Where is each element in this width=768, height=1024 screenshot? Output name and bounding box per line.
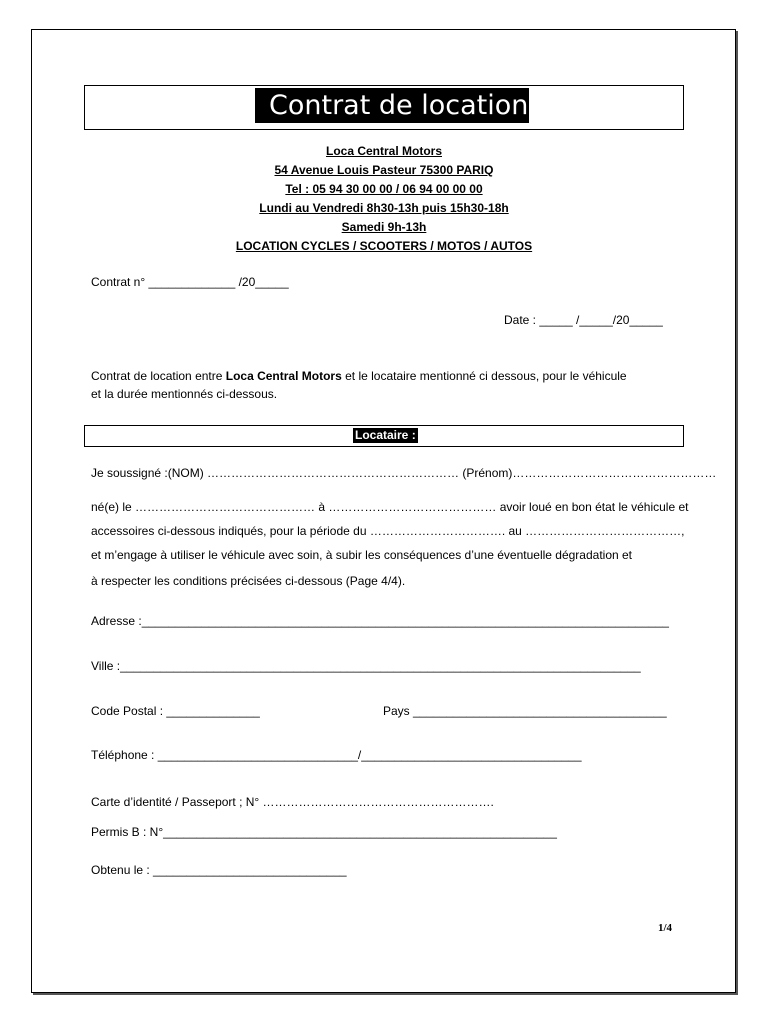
company-hours-saturday: Samedi 9h-13h [341,220,427,234]
postal-code-field: Code Postal : ______________ [91,704,260,718]
city-field: Ville :______________________________________________________________________________ [91,659,641,673]
declaration-line4: et m’engage à utiliser le véhicule avec soin, à subir les conséquences d’une éventuelle dégradation et [91,548,633,562]
company-hours-week: Lundi au Vendredi 8h30-13h puis 15h30-18h [259,201,509,215]
section-label-locataire: Locataire : [355,428,416,442]
intro-paragraph-line1: Contrat de location entre Loca Central Motors et le locataire mentionné ci dessous, pour le véhicule [91,369,627,383]
page-number: 1/4 [658,922,673,934]
contract-number-field: Contrat n° _____________ /20_____ [91,275,289,289]
phone-field: Téléphone : ______________________________/_________________________________ [91,748,582,762]
obtained-date-field: Obtenu le : _____________________________ [91,863,347,877]
license-field: Permis B : N°___________________________________________________________ [91,825,557,839]
company-address: 54 Avenue Louis Pasteur 75300 PARIQ [274,163,494,177]
company-name: Loca Central Motors [325,144,442,158]
declaration-line5: à respecter les conditions précisées ci-dessous (Page 4/4). [91,574,406,588]
id-card-field: Carte d’identité / Passeport ; N° …………………………………………………. [91,795,494,809]
company-phone: Tel : 05 94 30 00 00 / 06 94 00 00 00 [285,182,483,196]
address-field: Adresse :_______________________________________________________________________________ [91,614,669,628]
country-field: Pays ______________________________________ [383,704,667,718]
intro-company-name: Loca Central Motors [225,369,342,383]
declaration-line3: accessoires ci-dessous indiqués, pour la période du ……………………………. au …………………………………, [91,524,685,538]
company-services: LOCATION CYCLES / SCOOTERS / MOTOS / AUTOS [235,239,533,253]
declaration-line1: Je soussigné :(NOM) ……………………………………………………… (Prénom)…………………………………………… [91,466,717,480]
intro-paragraph-line2: et la durée mentionnés ci-dessous. [91,387,278,401]
company-header [84,142,684,256]
date-field: Date : _____ /_____/20_____ [504,313,663,327]
document-title: Contrat de location [255,88,529,123]
declaration-line2: né(e) le ……………………………………… à …………………………………… avoir loué en bon état le véhicule et [91,500,689,514]
